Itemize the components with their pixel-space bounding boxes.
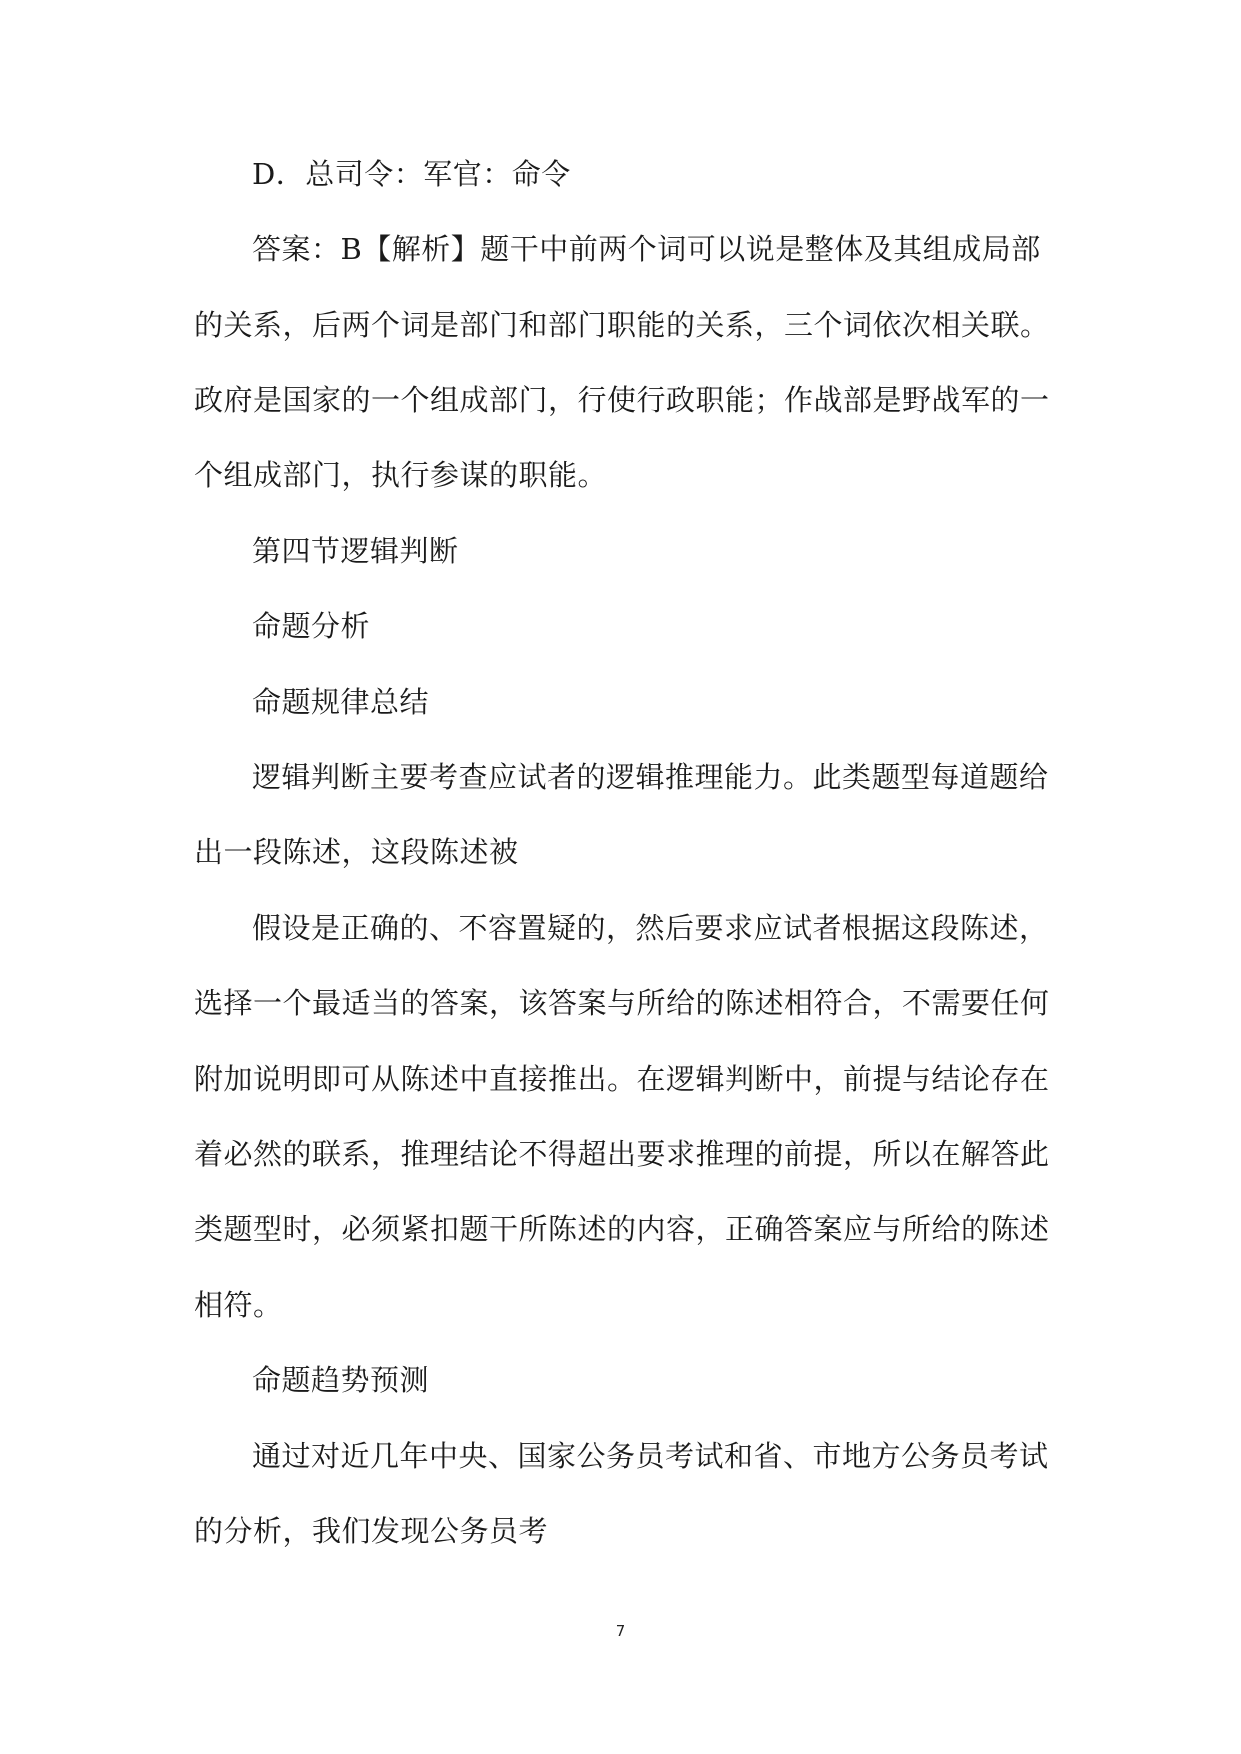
section-heading: 第四节逻辑判断 — [252, 534, 459, 568]
paragraph-line: 类题型时，必须紧扣题干所陈述的内容，正确答案应与所给的陈述 — [194, 1212, 1050, 1246]
paragraph-line: 相符。 — [194, 1288, 283, 1322]
explanation-line: 政府是国家的一个组成部门，行使行政职能；作战部是野战军的一 — [194, 383, 1050, 417]
subsection-heading: 命题规律总结 — [252, 685, 430, 719]
subsection-heading: 命题趋势预测 — [252, 1363, 430, 1397]
paragraph-line: 的分析，我们发现公务员考 — [194, 1514, 549, 1548]
page-number: 7 — [615, 1622, 626, 1640]
paragraph-line: 假设是正确的、不容置疑的，然后要求应试者根据这段陈述， — [252, 911, 1049, 945]
option-d-line: D．总司令：军官：命令 — [252, 157, 571, 191]
explanation-line: 个组成部门，执行参谋的职能。 — [194, 458, 608, 492]
subsection-heading: 命题分析 — [252, 609, 371, 643]
paragraph-line: 选择一个最适当的答案，该答案与所给的陈述相符合，不需要任何 — [194, 986, 1050, 1020]
answer-line: 答案：B【解析】题干中前两个词可以说是整体及其组成局部 — [252, 232, 1041, 266]
paragraph-line: 逻辑判断主要考查应试者的逻辑推理能力。此类题型每道题给 — [252, 760, 1049, 794]
paragraph-line: 通过对近几年中央、国家公务员考试和省、市地方公务员考试 — [252, 1439, 1049, 1473]
paragraph-line: 附加说明即可从陈述中直接推出。在逻辑判断中，前提与结论存在 — [194, 1062, 1050, 1096]
paragraph-line: 着必然的联系，推理结论不得超出要求推理的前提，所以在解答此 — [194, 1137, 1050, 1171]
paragraph-line: 出一段陈述，这段陈述被 — [194, 835, 519, 869]
explanation-line: 的关系，后两个词是部门和部门职能的关系，三个词依次相关联。 — [194, 308, 1050, 342]
